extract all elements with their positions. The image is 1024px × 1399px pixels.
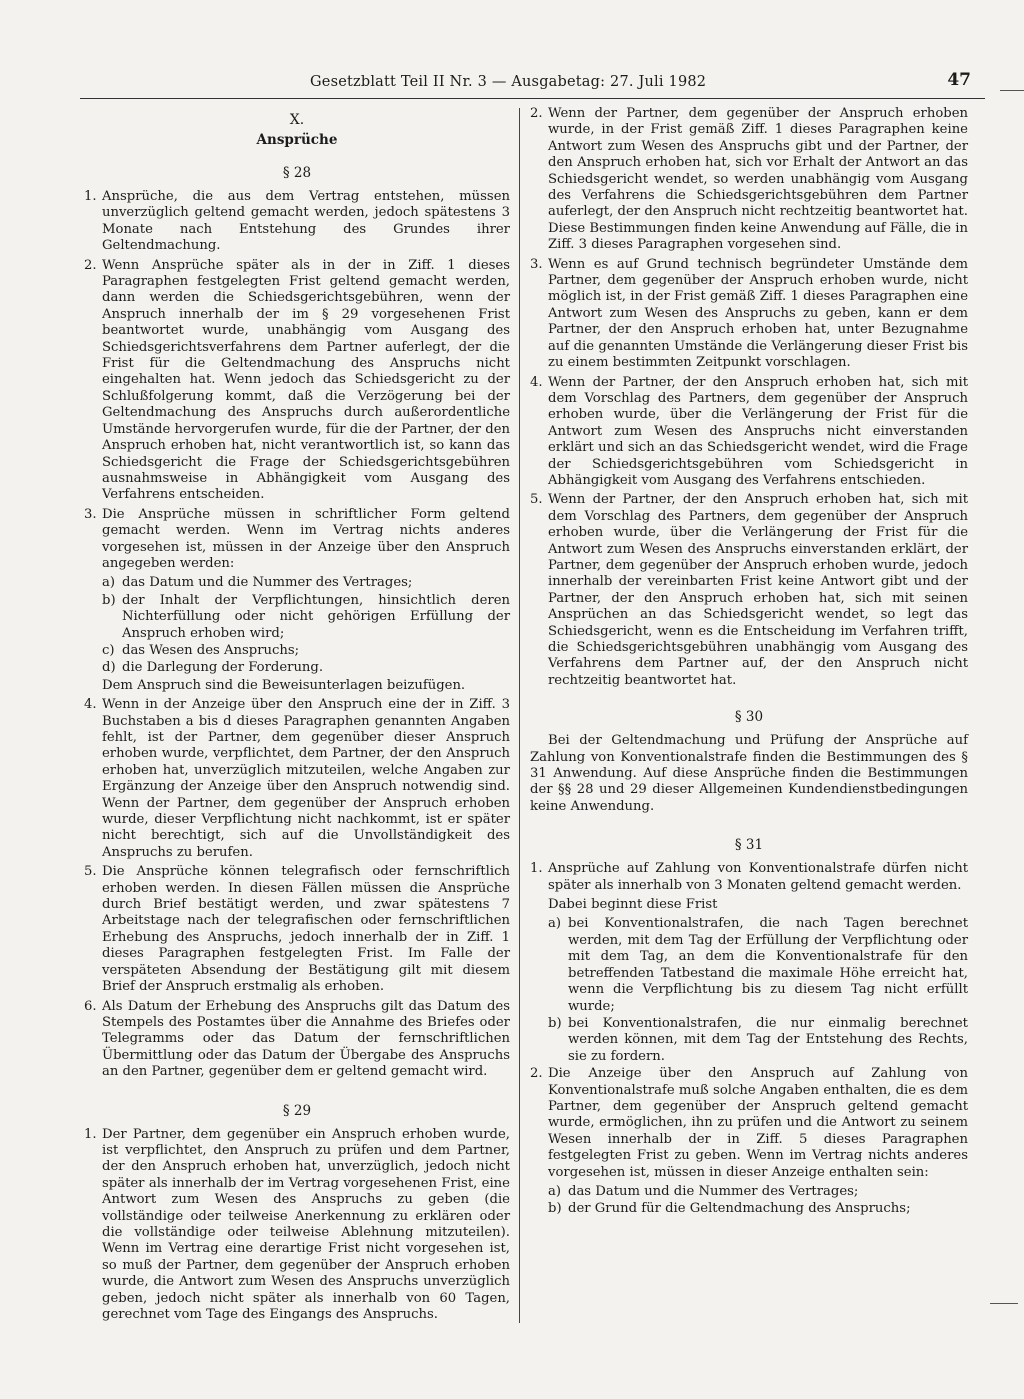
paragraph-number: 1. — [530, 861, 543, 877]
paragraph-number: 4. — [530, 374, 543, 390]
paragraph-number: 5. — [530, 492, 543, 508]
s28-paragraph-5 — [84, 864, 510, 995]
s31-paragraph-1 — [530, 861, 968, 894]
item-text: das Wesen des Anspruchs; — [122, 642, 300, 658]
s31-paragraph-2 — [530, 1066, 968, 1181]
margin-mark — [990, 1303, 1018, 1304]
paragraph-text: Die Ansprüche können telegrafisch oder fernschriftlich erhoben werden. In diesen Fällen müssen die Ansprüche durch Brief bestätigt werden, und zwar spätestens 7 Arbeitstage nach der telegrafischen oder fernschriftlichen Erhebung des Anspruchs, jedoch innerhalb der in Ziff. 1 dieses Paragraphen festgelegten Frist. Im Falle der verspäteten Absendung der Bestätigung gilt mit diesem Brief der Anspruch erstmalig als erhoben. — [102, 864, 510, 995]
item-letter: c) — [102, 642, 115, 658]
section-heading-29: § 29 — [282, 1102, 312, 1119]
s28-paragraph-4 — [84, 697, 510, 861]
item-text: das Datum und die Nummer des Vertrages; — [568, 1183, 859, 1199]
paragraph-number: 6. — [84, 998, 97, 1014]
item-text: die Darlegung der Forderung. — [122, 660, 324, 676]
paragraph-number: 3. — [530, 256, 543, 272]
paragraph-text: Die Anzeige über den Anspruch auf Zahlung von Konventionalstrafe muß solche Angaben enthalten, die es dem Partner, dem gegenüber der Anspruch geltend gemacht wurde, ermöglichen, ihn zu prüfen und die Antwort zu seinem Wesen innerhalb der in Ziff. 5 dieses Paragraphen festgelegten Frist zu geben. Wenn im Vertrag nichts anderes vorgesehen ist, müssen in dieser Anzeige enthalten sein: — [548, 1066, 968, 1180]
item-text: bei Konventionalstrafen, die nach Tagen berechnet werden, mit dem Tag der Erfüllung der Verpflichtung oder mit dem Tag, an dem die Konventionalstrafe für den betreffenden Tatbestand die maximale Höhe erreicht hat, wenn die Verpflichtung bis zu diesem Tag nicht erfüllt wurde; — [568, 916, 968, 1014]
paragraph-number: 5. — [84, 864, 97, 880]
item-letter: a) — [102, 575, 116, 591]
part-number: X. — [289, 112, 305, 128]
s28-paragraph-3 — [84, 507, 510, 573]
s28-paragraph-1 — [84, 189, 510, 255]
item-letter: d) — [102, 660, 116, 676]
s29-paragraph-2 — [530, 106, 968, 254]
item-text: bei Konventionalstrafen, die nur einmalig berechnet werden können, mit dem Tag der Entstehung des Rechts, sie zu fordern. — [568, 1015, 968, 1064]
paragraph-text: Wenn Ansprüche später als in der in Ziff. 1 dieses Paragraphen festgelegten Frist geltend gemacht werden, dann werden die Schiedsgerichtsgebühren, wenn der Anspruch innerhalb der im § 29 vorgesehenen Frist beantwortet wurde, unabhängig vom Ausgang des Schiedsgerichtsverfahrens dem Partner auferlegt, der die Frist für die Geltendmachung des Anspruchs nicht eingehalten hat. Wenn jedoch das Schiedsgericht zu der Schlußfolgerung kommt, daß die Verzögerung bei der Geltendmachung des Anspruchs durch außerordentliche Umstände hervorgerufen wurde, für die der Partner, der den Anspruch erhoben hat, nicht verantwortlich ist, so kann das Schiedsgericht die Frage der Schiedsgerichtsgebühren ausnahmsweise in Abhängigkeit vom Ausgang des Verfahrens entscheiden. — [102, 257, 510, 503]
paragraph-text: Wenn der Partner, der den Anspruch erhoben hat, sich mit dem Vorschlag des Partners, dem gegenüber der Anspruch erhoben wurde, über die Verlängerung der Frist für die Antwort zum Wesen des Anspruchs einverstanden erklärt, der Partner, dem gegenüber der Anspruch erhoben wurde, jedoch innerhalb der vereinbarten Frist keine Antwort gibt und der Partner, der den Anspruch erhoben hat, sich mit seinen Ansprüchen an das Schiedsgericht wendet, so legt das Schiedsgericht, wenn es die Entscheidung im Verfahren trifft, die Schiedsgerichtsgebühren unabhängig vom Ausgang des Verfahrens dem Partner auf, der den Anspruch nicht rechtzeitig beantwortet hat. — [548, 492, 968, 688]
item-text: der Grund für die Geltendmachung des Anspruchs; — [568, 1201, 911, 1217]
left-column — [84, 106, 510, 1326]
item-letter: b) — [548, 1201, 562, 1217]
margin-mark — [1000, 90, 1024, 91]
paragraph-text: Wenn es auf Grund technisch begründeter Umstände dem Partner, dem gegenüber der Anspruch erhoben wurde, nicht möglich ist, in der Frist gemäß Ziff. 1 dieses Paragraphen eine Antwort zum Wesen des Anspruchs zu geben, kann er dem Partner, der den Anspruch erhoben hat, unter Bezugnahme auf die genannten Umstände die Verlängerung dieser Frist bis zu einem bestimmten Zeitpunkt vorschlagen. — [548, 256, 968, 371]
section-heading-28: § 28 — [282, 165, 312, 181]
s29-paragraph-5 — [530, 492, 968, 689]
paragraph-text: Die Ansprüche müssen in schriftlicher Form geltend gemacht werden. Wenn im Vertrag nichts anderes vorgesehen ist, müssen in der Anzeige über den Anspruch angegeben werden: — [102, 506, 510, 571]
paragraph-text: Wenn der Partner, der den Anspruch erhoben hat, sich mit dem Vorschlag des Partners, dem gegenüber der Anspruch erhoben wurde, über die Verlängerung der Frist für die Antwort zum Wesen des Anspruchs nicht einverstanden erklärt und sich an das Schiedsgericht wendet, wird die Frage der Schiedsgerichtsgebühren vom Schiedsgericht in Abhängigkeit vom Ausgang des Verfahrens entschieden. — [548, 374, 968, 488]
s29-paragraph-4 — [530, 375, 968, 490]
s28-p3-item-d — [102, 660, 510, 676]
item-text: der Inhalt der Verpflichtungen, hinsichtlich deren Nichterfüllung oder nicht gehörigen Erfüllung der Anspruch erhoben wird; — [122, 592, 510, 641]
column-divider — [519, 108, 520, 1323]
paragraph-number: 2. — [84, 257, 97, 273]
section-heading-31: § 31 — [734, 837, 764, 854]
paragraph-text: Ansprüche auf Zahlung von Konventionalstrafe dürfen nicht später als innerhalb von 3 Monaten geltend gemacht werden. — [548, 861, 968, 893]
paragraph-number: 3. — [84, 506, 97, 522]
s31-p1-item-a — [548, 916, 968, 1014]
s31-p2-item-a — [548, 1184, 968, 1200]
s28-paragraph-6 — [84, 999, 510, 1081]
s28-paragraph-2 — [84, 258, 510, 504]
item-letter: a) — [548, 1183, 562, 1199]
paragraph-number: 2. — [530, 1066, 543, 1082]
page-number: 47 — [947, 70, 971, 90]
s30-text: Bei der Geltendmachung und Prüfung der Ansprüche auf Zahlung von Konventionalstrafe finden die Bestimmungen des § 31 Anwendung. Auf diese Ansprüche finden die Bestimmungen der §§ 28 und 29 dieser Allgemeinen Kundendienstbedingungen keine Anwendung. — [530, 733, 968, 814]
running-head: Gesetzblatt Teil II Nr. 3 — Ausgabetag: 27. Juli 1982 — [310, 74, 707, 90]
page-header — [80, 70, 985, 99]
right-column — [530, 106, 968, 1219]
s31-p2-item-b — [548, 1201, 968, 1217]
s31-p1-item-b — [548, 1016, 968, 1065]
s28-p3-item-b — [102, 593, 510, 642]
s28-p3-item-c — [102, 643, 510, 659]
item-text: das Datum und die Nummer des Vertrages; — [122, 575, 413, 591]
section-heading-30: § 30 — [734, 709, 764, 726]
s28-p3-item-a — [102, 575, 510, 591]
paragraph-text: Wenn der Partner, dem gegenüber der Anspruch erhoben wurde, in der Frist gemäß Ziff. 1 dieses Paragraphen keine Antwort zum Wesen des Anspruchs gibt und der Partner, der den Anspruch erhoben hat, sich vor Erhalt der Antwort an das Schiedsgericht wendet, so werden unabhängig vom Ausgang des Verfahrens die Schiedsgerichtsgebühren dem Partner auferlegt, der den Anspruch nicht rechtzeitig beantwortet hat. Diese Bestimmungen finden keine Anwendung auf Fälle, die in Ziff. 3 dieses Paragraphen vorgesehen sind. — [548, 106, 968, 253]
paragraph-text: Ansprüche, die aus dem Vertrag entstehen, müssen unverzüglich geltend gemacht werden, jedoch spätestens 3 Monate nach Entstehung des Grundes ihrer Geltendmachung. — [102, 189, 510, 254]
paragraph-number: 2. — [530, 106, 543, 121]
paragraph-number: 1. — [84, 189, 97, 204]
s29-paragraph-3 — [530, 257, 968, 372]
paragraph-number: 4. — [84, 697, 97, 713]
paragraph-text: Als Datum der Erhebung des Anspruchs gilt das Datum des Stempels des Postamtes über die Annahme des Briefes oder Telegramms oder das Datum der fernschriftlichen Übermittlung oder das Datum der Übergabe des Anspruchs an den Partner, gegenüber dem er geltend gemacht wird. — [102, 998, 510, 1080]
paragraph-text: Der Partner, dem gegenüber ein Anspruch erhoben wurde, ist verpflichtet, den Anspruch zu prüfen und dem Partner, der den Anspruch erhoben hat, unverzüglich, jedoch nicht später als innerhalb der im Vertrag vorgesehenen Frist, eine Antwort zum Wesen des Anspruchs zu geben (die vollständige oder teilweise Anerkennung zu erklären oder die vollständige oder teilweise Ablehnung mitzuteilen). Wenn im Vertrag eine derartige Frist nicht vorgesehen ist, so muß der Partner, dem gegenüber der Anspruch erhoben wurde, die Antwort zum Wesen des Anspruchs unverzüglich geben, jedoch nicht später als innerhalb von 60 Tagen, gerechnet vom Tage des Eingangs des Anspruchs. — [102, 1126, 510, 1322]
part-title: Ansprüche — [256, 132, 338, 148]
item-letter: b) — [548, 1015, 562, 1031]
paragraph-text: Wenn in der Anzeige über den Anspruch eine der in Ziff. 3 Buchstaben a bis d dieses Paragraphen genannten Angaben fehlt, ist der Partner, dem gegenüber dieser Anspruch erhoben wurde, verpflichtet, dem Partner, der den Anspruch erhoben hat, unverzüglich mitzuteilen, welche Angaben zur Ergänzung der Anzeige über den Anspruch notwendig sind. Wenn der Partner, dem gegenüber der Anspruch erhoben wurde, dieser Verpflichtung nicht nachkommt, ist er später nicht berechtigt, sich auf die Unvollständigkeit des Anspruchs zu berufen. — [102, 697, 510, 860]
s28-p3-note: Dem Anspruch sind die Beweisunterlagen beizufügen. — [102, 677, 466, 693]
paragraph-number: 1. — [84, 1126, 97, 1142]
item-letter: a) — [548, 916, 562, 932]
s29-paragraph-1 — [84, 1127, 510, 1324]
item-letter: b) — [102, 592, 116, 608]
s31-p1-intro: Dabei beginnt diese Frist — [548, 897, 718, 913]
